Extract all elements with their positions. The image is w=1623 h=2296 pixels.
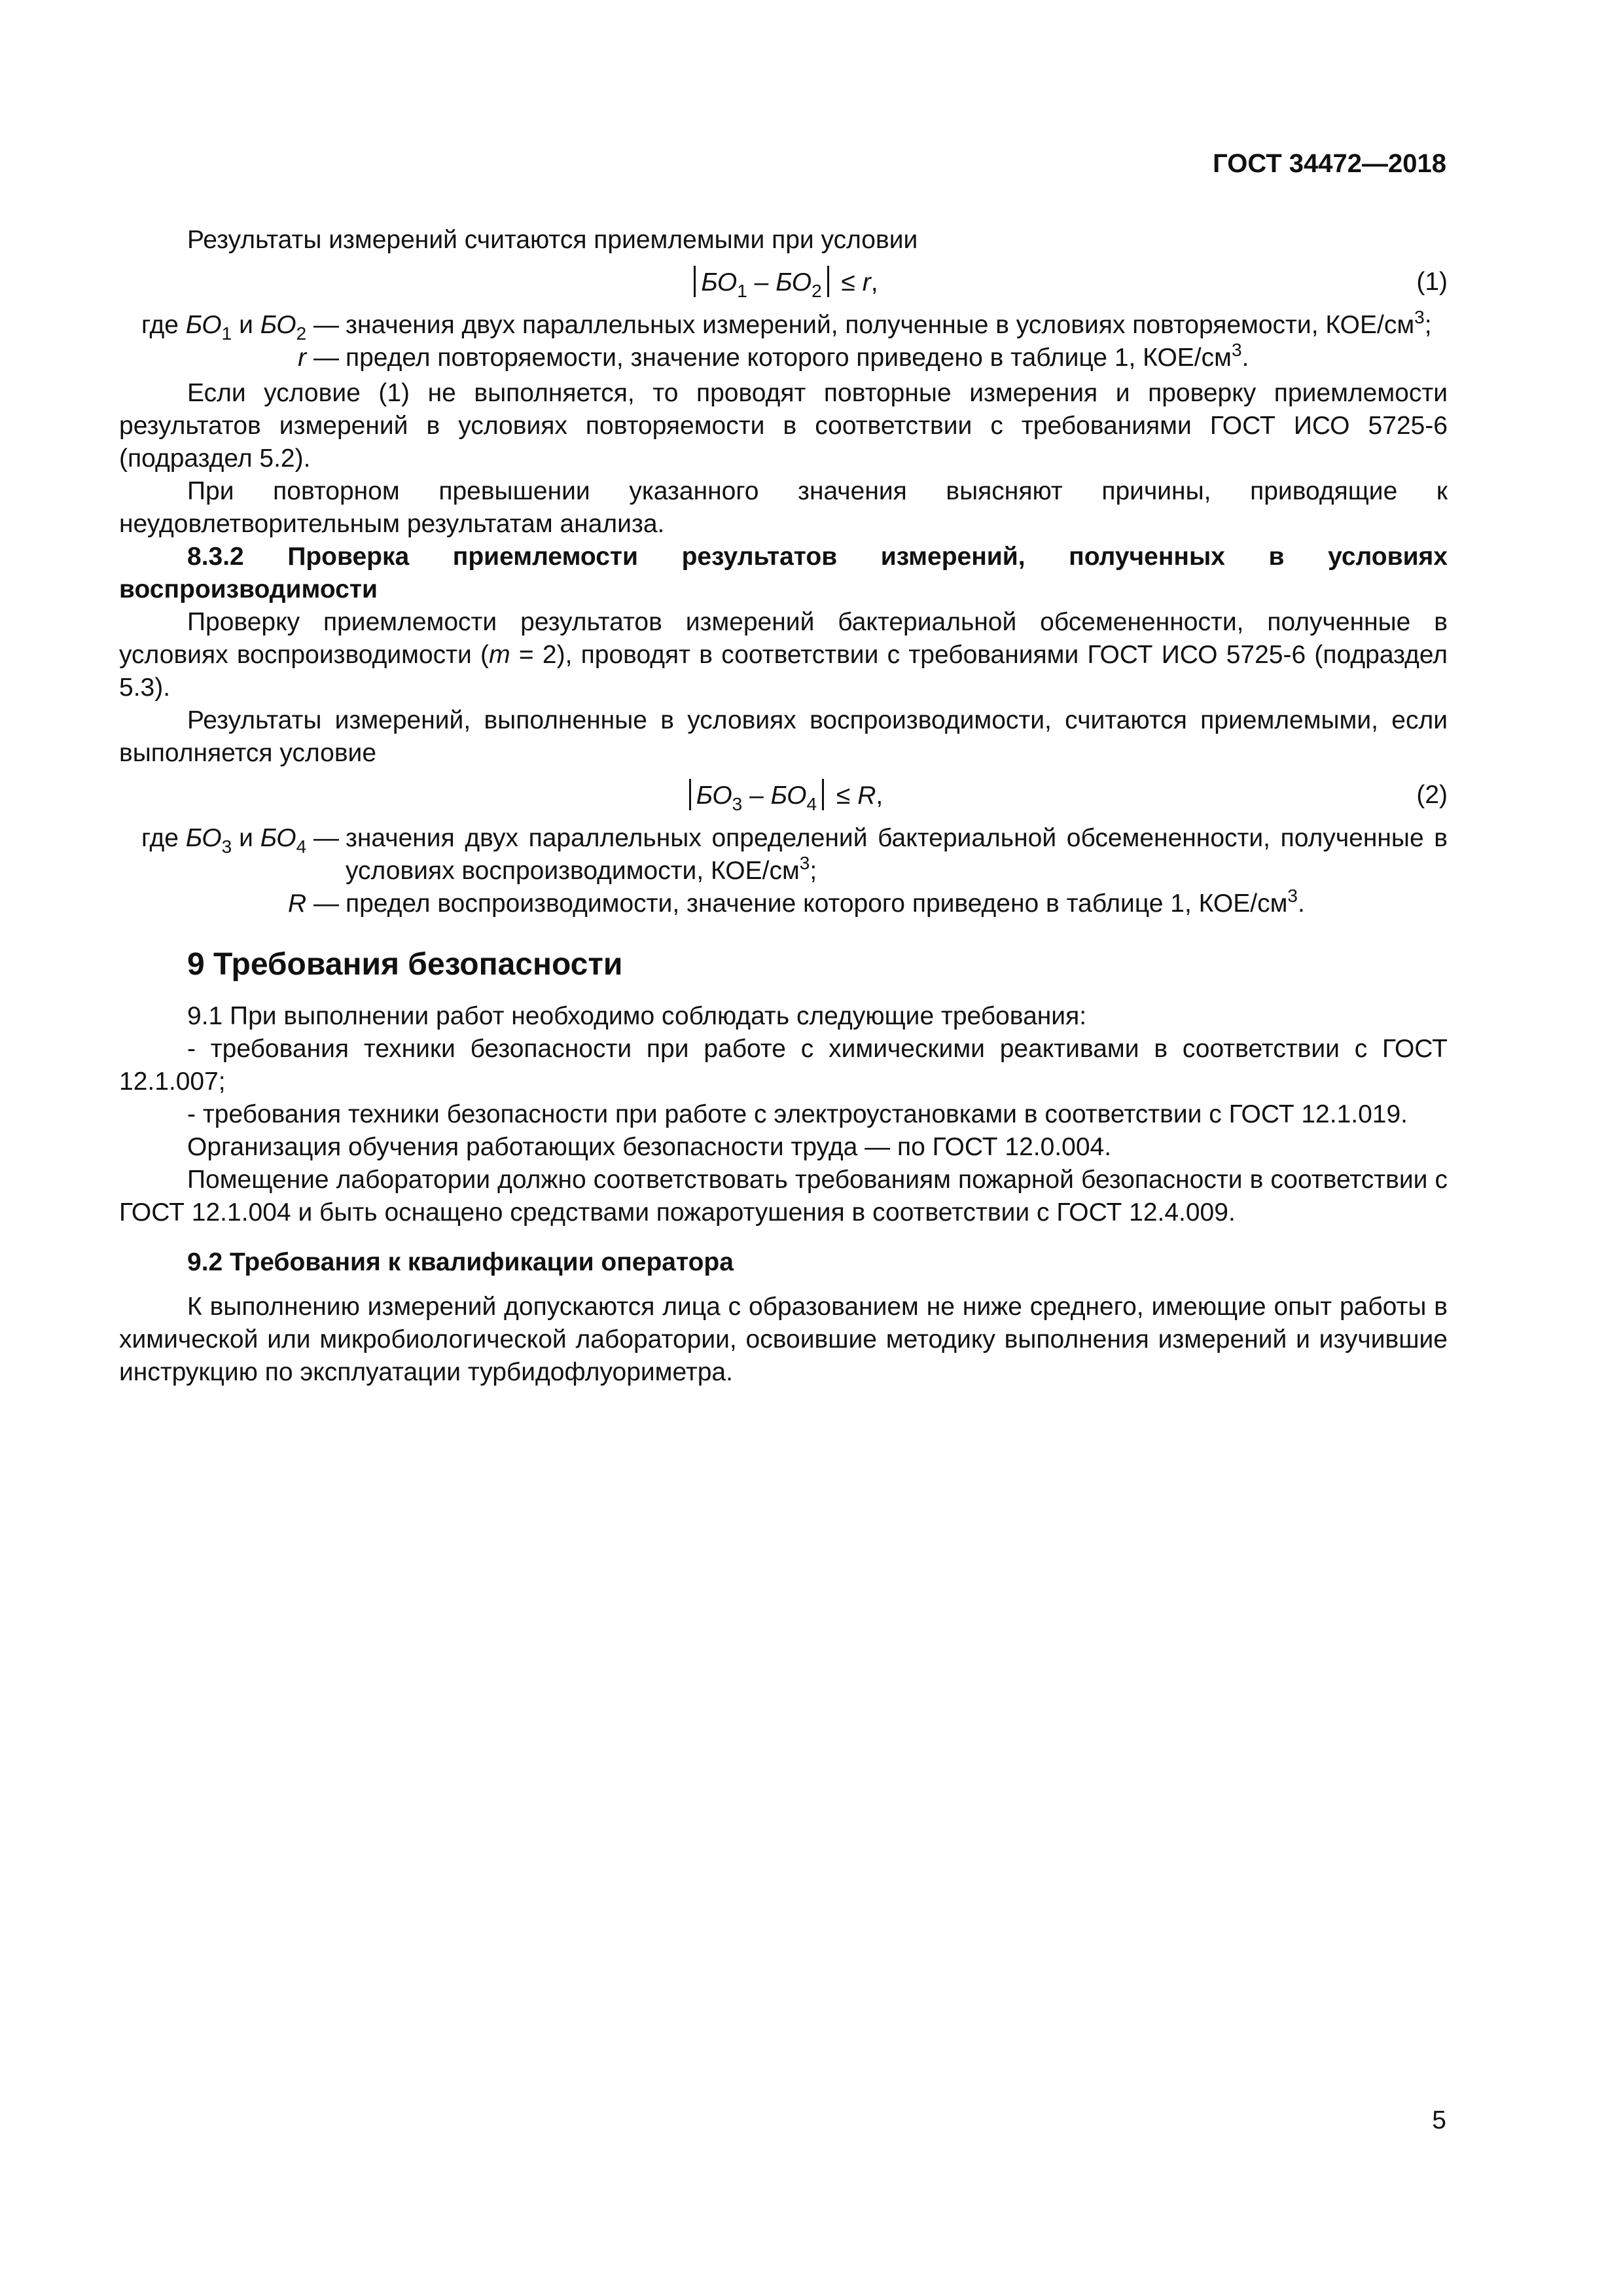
formula-2-relation: ≤	[836, 781, 851, 810]
standard-designation: ГОСТ 34472—2018	[1213, 149, 1446, 178]
formula-1-relation: ≤	[841, 268, 855, 296]
formula-1-number: (1)	[1416, 268, 1448, 296]
formula-1	[119, 262, 1448, 302]
abs-bar-left	[694, 266, 696, 297]
definition-row	[119, 342, 1448, 374]
formula-1-term-b: БО	[776, 268, 812, 296]
formula-2-minus: –	[749, 781, 764, 810]
formula1-intro: Результаты измерений считаются приемлемыми при условии	[187, 226, 918, 254]
abs-bar-left	[689, 779, 691, 810]
formula-1-minus: –	[754, 268, 769, 296]
paragraph: Помещение лаборатории должно соответствовать требованиям пожарной безопасности в соответствии с ГОСТ 12.1.004 и быть оснащено средствами пожаротушения в соответствии с ГОСТ 12.4.009.	[119, 1166, 1448, 1227]
formula-2-definitions	[119, 822, 1448, 920]
definition-term: R —	[287, 889, 339, 918]
paragraph: При повторном превышении указанного значения выясняют причины, приводящие к неудовлетворительным результатам анализа.	[119, 477, 1448, 538]
formula-1-sub-a: 1	[737, 281, 747, 301]
formula-2	[119, 775, 1448, 816]
definition-row	[119, 822, 1448, 888]
formula-1-term-a: БО	[701, 268, 738, 296]
definition-row	[119, 309, 1448, 342]
abs-bar-right	[822, 779, 824, 810]
definition-term: где $БО_1$ и $БО_2$ —	[141, 311, 339, 344]
paragraph: Результаты измерений, выполненные в условиях воспроизводимости, считаются приемлемыми, если выполняется условие	[119, 706, 1448, 767]
page-body	[119, 224, 1448, 1389]
formula-2-sub-b: 4	[806, 794, 817, 814]
formula-2-term-b: БО	[770, 781, 807, 810]
formula-2-rhs: R	[857, 781, 876, 810]
paragraph: К выполнению измерений допускаются лица с образованием не ниже среднего, имеющие опыт работы в химической или микробиологической лаборатории, освоившие методику выполнения измерений и изучившие инструкцию по эксплуатации турбидофлуориметра.	[119, 1293, 1448, 1386]
formula-1-expression	[119, 266, 1448, 299]
abs-bar-right	[827, 266, 829, 297]
list-item: - требования техники безопасности при работе с электроустановками в соответствии с ГОСТ 12.1.019.	[187, 1100, 1408, 1128]
subsection-heading-9-2: 9.2 Требования к квалификации оператора	[187, 1248, 734, 1276]
formula-1-tail: ,	[870, 268, 878, 296]
paragraph: Проверку приемлемости результатов измерений бактериальной обсемененности, полученные в условиях воспроизводимости (m = 2), проводят в соответствии с требованиями ГОСТ ИСО 5725-6 (подраздел 5.3).	[119, 608, 1448, 702]
definition-text: предел повторяемости, значение которого приведено в таблице 1, КОЕ/$см^3$.	[346, 340, 1249, 372]
list-item: - требования техники безопасности при работе с химическими реактивами в соответствии с ГОСТ 12.1.007;	[119, 1035, 1448, 1096]
section-heading-9: 9 Требования безопасности	[187, 947, 623, 982]
page-number: 5	[1432, 2106, 1446, 2134]
subsection-heading-8-3-2: 8.3.2 Проверка приемлемости результатов измерений, полученных в условиях воспроизводимости	[119, 543, 1448, 603]
paragraph: 9.1 При выполнении работ необходимо соблюдать следующие требования:	[187, 1002, 1087, 1030]
formula-2-tail: ,	[876, 781, 883, 810]
formula-2-term-a: БО	[696, 781, 732, 810]
definition-term: r —	[298, 344, 339, 372]
paragraph: Если условие (1) не выполняется, то проводят повторные измерения и проверку приемлемости результатов измерений в условиях повторяемости в соответствии с требованиями ГОСТ ИСО 5725-6 (подраздел 5.2).	[119, 379, 1448, 473]
formula-2-number: (2)	[1416, 781, 1448, 809]
formula-1-sub-b: 2	[812, 281, 822, 301]
formula-1-rhs: r	[862, 268, 871, 296]
definition-text: значения двух параллельных определений бактериальной обсемененности, полученные в условиях воспроизводимости, КОЕ/$см^3$;	[346, 824, 1448, 885]
definition-row	[119, 888, 1448, 920]
paragraph: Организация обучения работающих безопасности труда — по ГОСТ 12.0.004.	[187, 1133, 1112, 1161]
formula-1-definitions	[119, 309, 1448, 374]
definition-text: значения двух параллельных измерений, полученные в условиях повторяемости, КОЕ/$см^3$;	[346, 307, 1432, 339]
formula-2-sub-a: 3	[732, 794, 743, 814]
definition-term: где $БО_3$ и $БО_4$ —	[141, 824, 339, 857]
definition-text: предел воспроизводимости, значение которого приведено в таблице 1, КОЕ/$см^3$.	[346, 886, 1305, 918]
formula-2-expression	[119, 779, 1448, 812]
